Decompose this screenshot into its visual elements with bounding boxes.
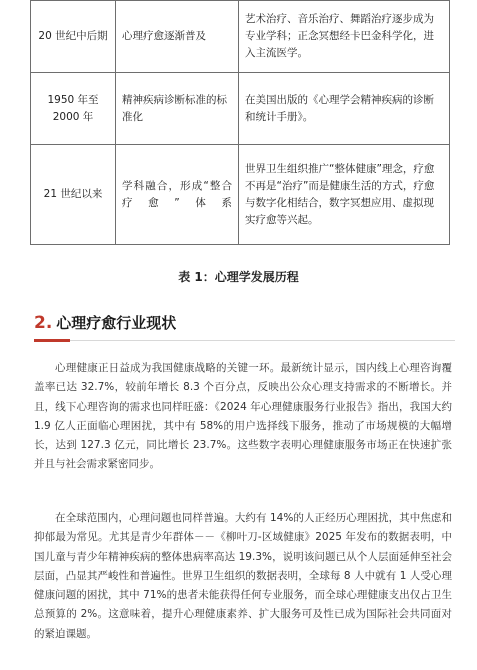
section-heading xyxy=(34,312,176,333)
table-cell-event: 学科融合，形成“整合疗愈”体系 xyxy=(116,145,239,245)
table-caption: 表 1：心理学发展历程 xyxy=(178,270,299,284)
table-cell-era: 20 世纪中后期 xyxy=(31,1,116,73)
table-row xyxy=(31,73,450,145)
table-cell-event: 心理疗愈逐渐普及 xyxy=(116,1,239,73)
section-divider xyxy=(34,340,455,341)
table-row xyxy=(31,145,450,245)
body-paragraph: 在全球范围内，心理问题也同样普遍。大约有 14%的人正经历心理困扰，其中焦虑和抑郁最为常见。尤其是青少年群体－－《柳叶刀-区域健康》2025 年发布的数据表明，中国儿童与青少年精神疾病的整体患病率高达 19.3%，说明该问题已从个人层面延伸至社会层面，凸显其严峻性和普遍性。世界卫生组织的数据表明，全球每 8 人中就有 1 人受心理健康问题的困扰，其中 71%的患者未能获得任何专业服务，而全球心理健康支出仅占卫生总预算的 2%。这意味着，提升心理健康素养、扩大服务可及性已成为国际社会共同面对的紧迫课题。 xyxy=(34,512,452,640)
table-row xyxy=(31,1,450,73)
table-cell-era: 1950 年至 2000 年 xyxy=(31,73,116,145)
body-paragraph: 心理健康正日益成为我国健康战略的关键一环。最新统计显示，国内线上心理咨询覆盖率已达 32.7%，较前年增长 8.3 个百分点，反映出公众心理支持需求的不断增长。并且，线下心理咨询的需求也同样旺盛：《2024 年心理健康服务行业报告》指出，我国大约 1.9 亿人正面临心理困扰，其中有 58%的用户选择线下服务，推动了市场规模的大幅增长，达到 127.3 亿元，同比增长 23.7%。这些数字表明心理健康服务市场正在快速扩张并且与社会需求紧密同步。 xyxy=(34,362,452,471)
table-cell-event: 精神疾病诊断标准的标准化 xyxy=(116,73,239,145)
table-cell-detail: 世界卫生组织推广“整体健康”理念，疗愈不再是“治疗”而是健康生活的方式，疗愈与数字化相结合，数字冥想应用、虚拟现实疗愈等兴起。 xyxy=(239,145,450,245)
section-divider-accent xyxy=(34,339,70,342)
history-table xyxy=(30,0,450,245)
section-number: 2. xyxy=(34,313,53,333)
table-cell-detail: 在美国出版的《心理学会精神疾病的诊断和统计手册》。 xyxy=(239,73,450,145)
table-cell-detail: 艺术治疗、音乐治疗、舞蹈治疗逐步成为专业学科；正念冥想经卡巴金科学化，进入主流医学。 xyxy=(239,1,450,73)
section-title: 心理疗愈行业现状 xyxy=(56,314,177,332)
table-cell-era: 21 世纪以来 xyxy=(31,145,116,245)
